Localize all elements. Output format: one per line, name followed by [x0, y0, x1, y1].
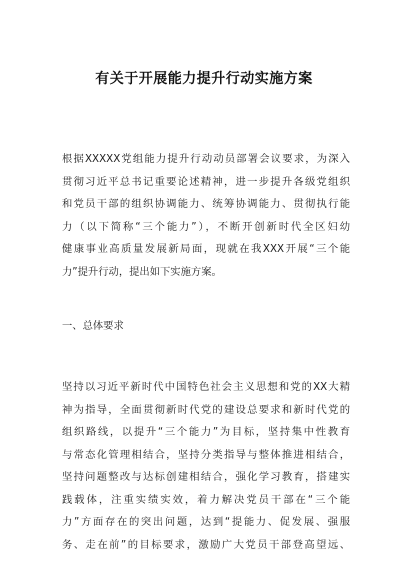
paragraph-line: 力（以下简称“三个能力”），不断开创新时代全区妇幼: [62, 220, 350, 233]
paragraph-line: 根据XXXXX党组能力提升行动动员部署会议要求，为深入: [62, 153, 350, 165]
paragraph-line: 健康事业高质量发展新局面，现就在我XXX开展“三个能: [62, 243, 350, 255]
paragraph-line: 力”提升行动，提出如下实施方案。: [62, 265, 222, 278]
section-heading: 一、总体要求: [62, 320, 124, 332]
paragraph-line: 务、走在前”的目标要求，激励广大党员干部登高望远、: [62, 538, 350, 551]
paragraph-line: 贯彻习近平总书记重要论述精神，进一步提升各级党组织: [62, 175, 350, 188]
paragraph-line: 与常态化管理相结合，坚持分类指导与整体推进相结合，: [62, 448, 350, 461]
paragraph-line: 神为指导，全面贯彻新时代党的建设总要求和新时代党的: [62, 403, 350, 416]
section-paragraph: [62, 376, 350, 556]
paragraph-line: 组织路线，以提升“三个能力”为目标，坚持集中性教育: [62, 426, 350, 438]
paragraph-line: 践载体，注重实绩实效，着力解决党员干部在“三个能: [62, 493, 350, 506]
paragraph-line: 坚持问题整改与达标创建相结合，强化学习教育，搭建实: [62, 471, 350, 483]
document-title: 有关于开展能力提升行动实施方案: [95, 71, 313, 87]
paragraph-line: 和党员干部的组织协调能力、统筹协调能力、贯彻执行能: [62, 198, 350, 210]
intro-paragraph: [62, 148, 350, 283]
paragraph-line: 力”方面存在的突出问题，达到“提能力、促发展、强服: [62, 516, 350, 528]
paragraph-line: 坚持以习近平新时代中国特色社会主义思想和党的XX大精: [62, 381, 350, 393]
